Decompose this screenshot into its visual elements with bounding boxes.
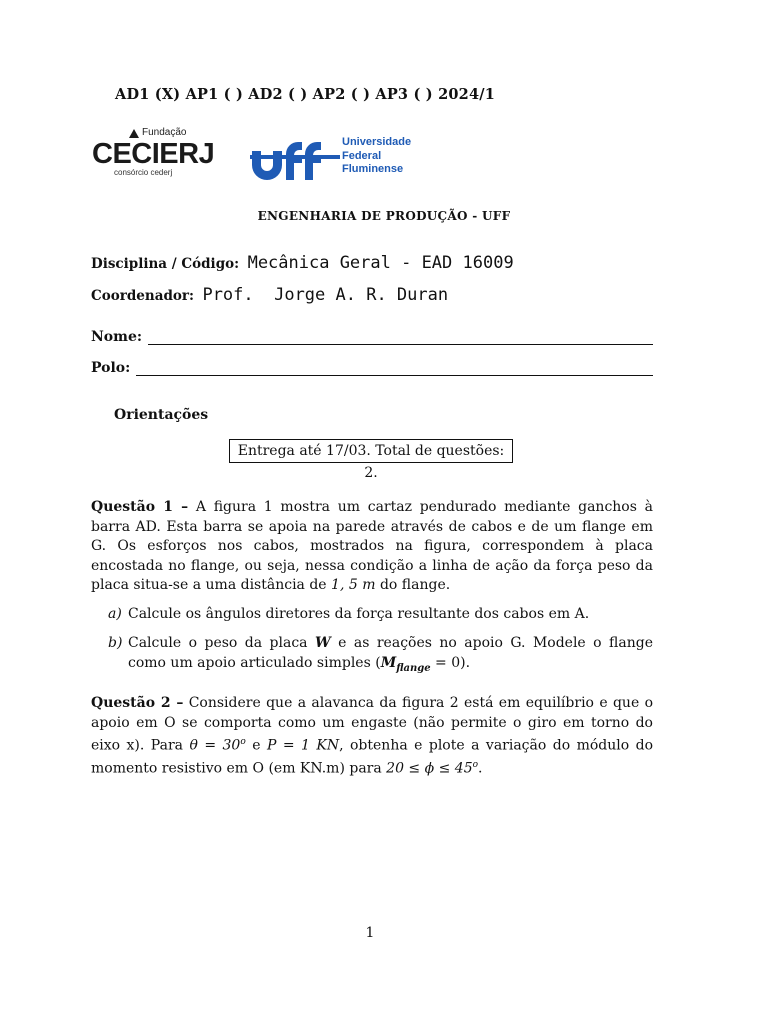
question-2-label: Questão 2 – <box>91 695 184 711</box>
question-2-range-degree: o <box>472 760 479 771</box>
item-a-marker: a) <box>108 606 122 622</box>
question-1-item-b <box>108 634 653 678</box>
coordinator-value: Prof. Jorge A. R. Duran <box>202 285 449 305</box>
item-b-moment-symbol: M <box>380 654 397 671</box>
question-1-label: Questão 1 – <box>91 499 189 515</box>
discipline-row <box>91 253 514 273</box>
name-row <box>91 329 653 345</box>
question-2-text-4: . <box>478 760 483 777</box>
assessment-header: AD1 (X) AP1 ( ) AD2 ( ) AP2 ( ) AP3 ( ) 2024/1 <box>115 86 496 103</box>
polo-label: Polo: <box>91 360 131 376</box>
item-a-text: Calcule os ângulos diretores da força resultante dos cabos em A. <box>128 606 590 622</box>
discipline-label: Disciplina / Código: <box>91 256 240 272</box>
question-1-text: A figura 1 mostra um cartaz pendurado mediante ganchos à barra AD. Esta barra se apoia na parede através de cabos e de um flange em G. Os esforços nos cabos, mostrados na figura, correspondem à placa encostada no flange, ou seja, nessa condição a linha de ação da força peso da placa situa-se a uma distância de <box>91 499 653 593</box>
polo-row <box>91 360 653 376</box>
uff-line-2: Federal <box>342 149 382 162</box>
coordinator-label: Coordenador: <box>91 288 194 304</box>
orientations-title: Orientações <box>114 407 209 423</box>
item-b-text <box>128 634 653 678</box>
question-2-theta-degree: o <box>240 737 246 747</box>
coordinator-row <box>91 285 448 305</box>
question-2-load: P = 1 KN <box>266 737 340 754</box>
uff-line-3: Fluminense <box>342 163 404 175</box>
question-1-distance: 1, 5 <box>331 577 358 593</box>
polo-field[interactable] <box>136 361 653 376</box>
uff-line-1: Universidade <box>342 136 412 148</box>
question-1-unit: m <box>362 577 376 593</box>
item-b-pre: Calcule o peso da placa <box>128 635 315 651</box>
question-2-theta: θ = 30 <box>189 737 241 754</box>
item-b-marker: b) <box>108 635 123 651</box>
item-b-moment-subscript: flange <box>396 662 431 674</box>
uff-logo <box>250 133 430 183</box>
deadline-box: Entrega até 17/03. Total de questões: 2. <box>229 439 513 463</box>
name-field[interactable] <box>148 330 653 345</box>
uff-name <box>342 136 411 177</box>
question-2-text-1: Considere que a alavanca da figura 2 está em equilíbrio e que o apoio em O se comporta como um engaste (não permite o giro em torno do eixo x). Para <box>91 695 654 754</box>
question-2-text-3: , obtenha e plote a variação do módulo do momento resistivo em O (em KN.m) para <box>91 737 654 777</box>
question-2-range: 20 ≤ ϕ ≤ 45 <box>386 760 473 777</box>
item-b-mid: e as reações no apoio G. Modele o flange como um apoio articulado simples ( <box>128 635 653 671</box>
uff-mark-icon <box>250 133 340 183</box>
cecierj-subtitle: consórcio cederj <box>114 168 173 177</box>
question-1 <box>91 498 653 596</box>
item-b-weight-symbol: W <box>314 635 331 651</box>
question-2-text-2: e <box>245 737 267 754</box>
discipline-value: Mecânica Geral - EAD 16009 <box>247 253 514 273</box>
cecierj-wordmark: CECIERJ <box>92 138 215 170</box>
cecierj-logo <box>92 127 215 179</box>
question-2 <box>91 694 653 779</box>
cecierj-fundacao-text: Fundação <box>142 127 187 138</box>
name-label: Nome: <box>91 329 143 345</box>
question-1-item-a <box>108 605 653 625</box>
course-title: ENGENHARIA DE PRODUÇÃO - UFF <box>257 209 511 223</box>
page-number: 1 <box>365 925 375 941</box>
question-1-text-end: do flange. <box>375 577 451 593</box>
item-b-end: = 0). <box>430 654 471 671</box>
